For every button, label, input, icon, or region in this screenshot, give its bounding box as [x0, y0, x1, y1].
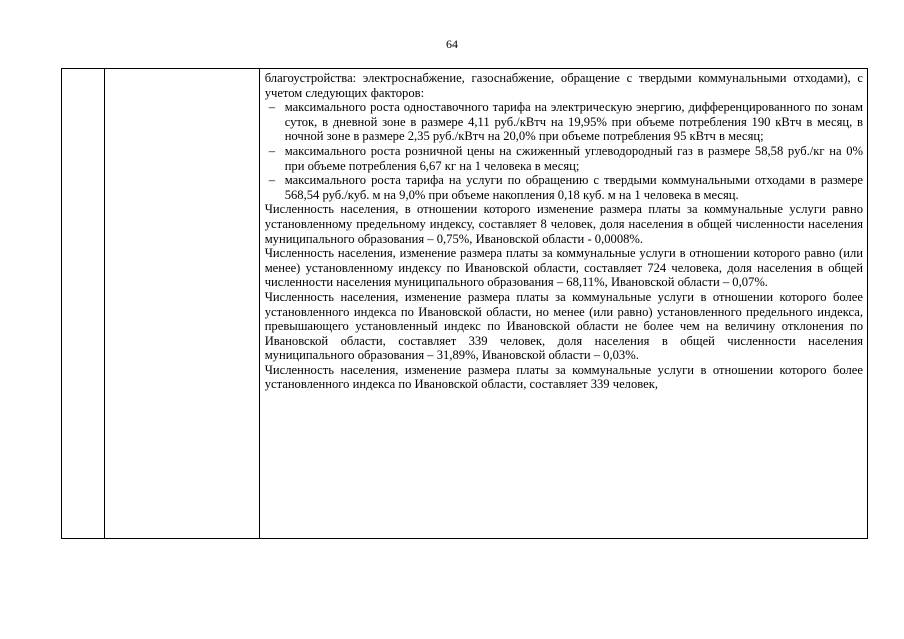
dash-bullet-icon: –	[268, 143, 275, 158]
list-item-text: максимального роста одноставочного тарифа на электрическую энергию, дифференцированного по зонам суток, в дневной зоне в размере 4,11 руб./кВтч на 19,95% при объеме потребления 190 кВтч в месяц, в ночной зоне в размере 2,35 руб./кВтч на 20,0% при объеме потребления 95 кВтч в месяц;	[284, 100, 863, 144]
dash-bullet-icon: –	[268, 173, 275, 188]
page-number: 64	[446, 37, 458, 51]
list-item	[265, 100, 863, 144]
dash-bullet-icon: –	[268, 100, 275, 115]
table-row	[62, 69, 868, 539]
list-item	[265, 173, 863, 202]
table-cell-content	[259, 69, 867, 539]
factor-list	[265, 100, 863, 202]
table-cell-name	[104, 69, 259, 539]
list-item-text: максимального роста розничной цены на сжиженный углеводородный газ в размере 58,58 руб./кг на 0% при объеме потребления 6,67 кг на 1 человека в месяц;	[284, 143, 863, 173]
population-paragraph: Численность населения, изменение размера платы за коммунальные услуги в отношении которого равно (или менее) установленному индексу по Ивановской области, составляет 724 человека, доля населения в общей численности населения муниципального образования – 68,11%, Ивановской области – 0,07%.	[264, 246, 863, 290]
table-cell-number	[62, 69, 105, 539]
document-table	[61, 68, 868, 539]
population-paragraph: Численность населения, изменение размера платы за коммунальные услуги в отношении которого более установленного индекса по Ивановской области, но менее (или равно) установленного предельного индекса, превышающего установленный индекс по Ивановской области не более чем на величину отклонения по Ивановской области, составляет 339 человек, доля населения в общей численности населения муниципального образования – 31,89%, Ивановской области – 0,03%.	[264, 289, 863, 363]
list-item-text: максимального роста тарифа на услуги по обращению с твердыми коммунальными отходами в размере 568,54 руб./куб. м на 9,0% при объеме накопления 0,18 куб. м на 1 человека в месяц.	[284, 173, 863, 202]
population-paragraph: Численность населения, в отношении которого изменение размера платы за коммунальные услуги равно установленному предельному индексу, составляет 8 человек, доля населения в общей численности населения муниципального образования – 0,75%, Ивановской области - 0,0008%.	[264, 202, 863, 246]
list-item	[265, 144, 863, 173]
intro-paragraph: благоустройства: электроснабжение, газоснабжение, обращение с твердыми коммунальными отходами), с учетом следующих факторов:	[264, 71, 863, 100]
population-paragraph: Численность населения, изменение размера платы за коммунальные услуги в отношении которого более установленного индекса по Ивановской области, составляет 339 человек,	[264, 362, 863, 392]
cell-content	[260, 69, 867, 392]
